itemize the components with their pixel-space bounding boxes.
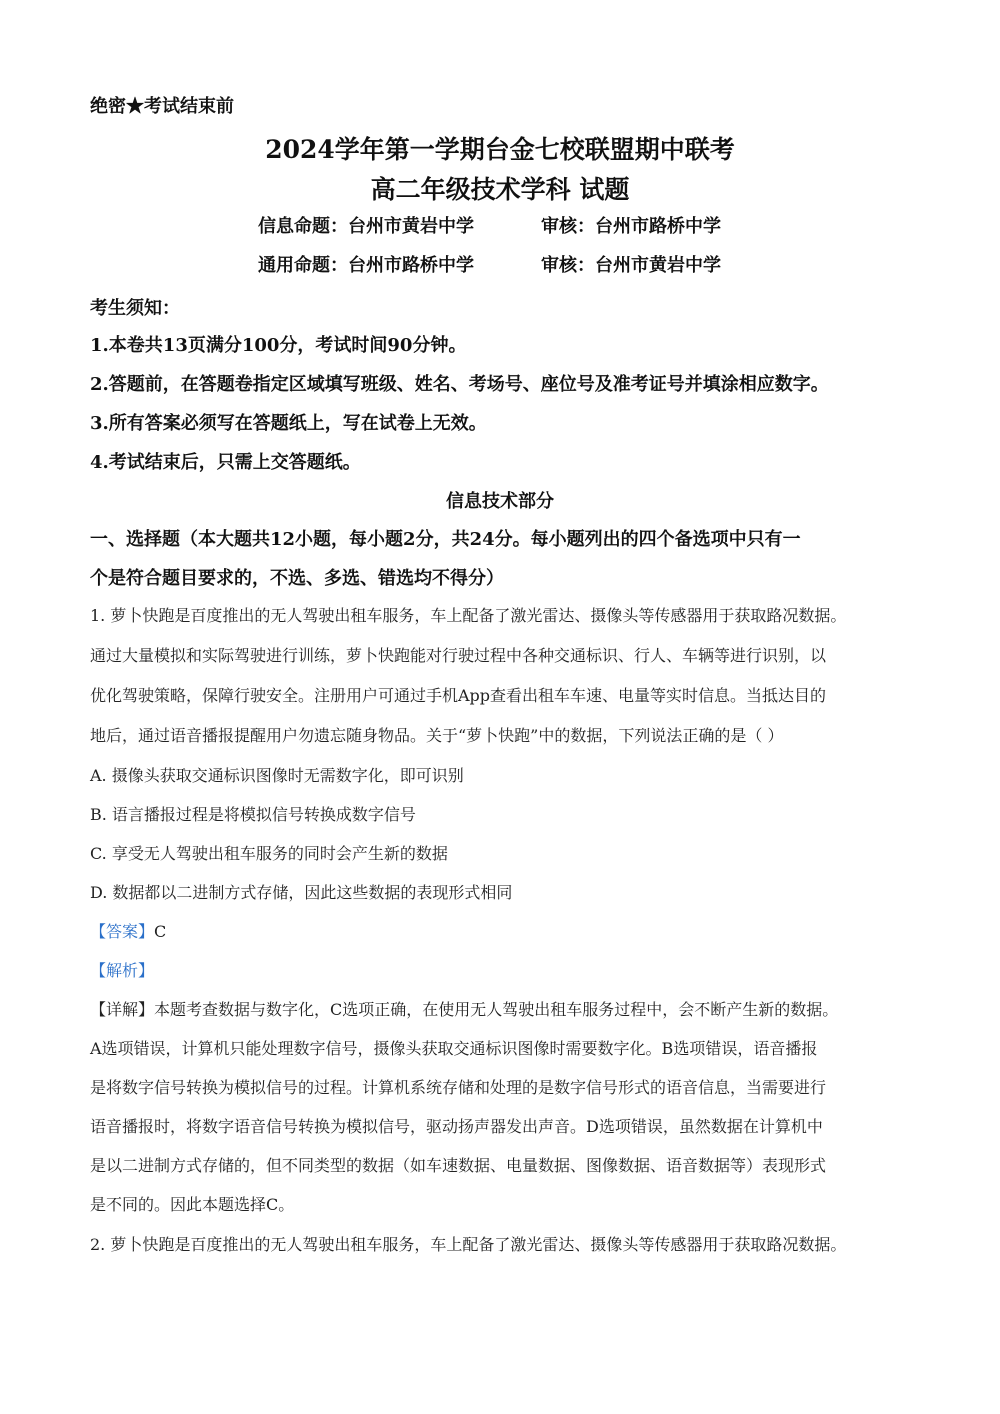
question-stem-line: 地后，通过语音播报提醒用户勿遗忘随身物品。关于“萝卜快跑”中的数据，下列说法正确的是（ ） xyxy=(90,726,784,745)
credit-author: 通用命题：台州市路桥中学 xyxy=(258,255,474,276)
notice-item: 1.本卷共13页满分100分，考试时间90分钟。 xyxy=(90,335,467,356)
option-d: D. 数据都以二进制方式存储，因此这些数据的表现形式相同 xyxy=(90,883,513,902)
notice-item: 3.所有答案必须写在答题纸上，写在试卷上无效。 xyxy=(90,413,487,434)
credit-reviewer: 审核：台州市黄岩中学 xyxy=(541,255,721,276)
detail-line: 是不同的。因此本题选择C。 xyxy=(90,1195,295,1214)
answer-line xyxy=(90,919,166,942)
section-instruction: 一、选择题（本大题共12小题，每小题2分，共24分。每小题列出的四个备选项中只有一 xyxy=(90,529,801,550)
detail-line: 是以二进制方式存储的，但不同类型的数据（如车速数据、电量数据、图像数据、语音数据等）表现形式 xyxy=(90,1156,827,1175)
option-c: C. 享受无人驾驶出租车服务的同时会产生新的数据 xyxy=(90,844,448,863)
notice-item: 4.考试结束后，只需上交答题纸。 xyxy=(90,452,361,473)
notice-heading: 考生须知： xyxy=(90,298,180,319)
detail-line: 语音播报时，将数字语音信号转换为模拟信号，驱动扬声器发出声音。D选项错误，虽然数据在计算机中 xyxy=(90,1117,823,1136)
answer-label: 【答案】 xyxy=(90,922,155,941)
question-stem-line: 优化驾驶策略，保障行驶安全。注册用户可通过手机App查看出租车车速、电量等实时信息。当抵达目的 xyxy=(90,686,827,705)
notice-item: 2.答题前，在答题卷指定区域填写班级、姓名、考场号、座位号及准考证号并填涂相应数字。 xyxy=(90,374,829,395)
section-title: 信息技术部分 xyxy=(446,491,554,512)
question-stem-line: 1. 萝卜快跑是百度推出的无人驾驶出租车服务，车上配备了激光雷达、摄像头等传感器用于获取路况数据。 xyxy=(90,606,847,625)
option-a: A. 摄像头获取交通标识图像时无需数字化，即可识别 xyxy=(90,766,464,785)
exam-title: 2024学年第一学期台金七校联盟期中联考 xyxy=(265,135,735,164)
credit-row-general xyxy=(258,251,721,277)
detail-line: 是将数字信号转换为模拟信号的过程。计算机系统存储和处理的是数字信号形式的语音信息，当需要进行 xyxy=(90,1078,827,1097)
question-stem-line: 通过大量模拟和实际驾驶进行训练，萝卜快跑能对行驶过程中各种交通标识、行人、车辆等进行识别，以 xyxy=(90,646,827,665)
question-stem-line: 2. 萝卜快跑是百度推出的无人驾驶出租车服务，车上配备了激光雷达、摄像头等传感器用于获取路况数据。 xyxy=(90,1235,847,1254)
confidential-label: 绝密★考试结束前 xyxy=(90,96,234,117)
exam-subtitle: 高二年级技术学科 试题 xyxy=(370,175,630,204)
option-b: B. 语言播报过程是将模拟信号转换成数字信号 xyxy=(90,805,416,824)
answer-value: C xyxy=(154,922,167,941)
credit-reviewer: 审核：台州市路桥中学 xyxy=(541,216,721,237)
analysis-label: 【解析】 xyxy=(90,961,155,980)
credit-author: 信息命题：台州市黄岩中学 xyxy=(258,216,474,237)
section-instruction: 个是符合题目要求的，不选、多选、错选均不得分） xyxy=(90,568,504,589)
detail-line: 【详解】本题考查数据与数字化，C选项正确，在使用无人驾驶出租车服务过程中，会不断产生新的数据。 xyxy=(90,1000,839,1019)
credit-row-info xyxy=(258,212,721,238)
detail-line: A选项错误，计算机只能处理数字信号，摄像头获取交通标识图像时需要数字化。B选项错误，语音播报 xyxy=(90,1039,818,1058)
